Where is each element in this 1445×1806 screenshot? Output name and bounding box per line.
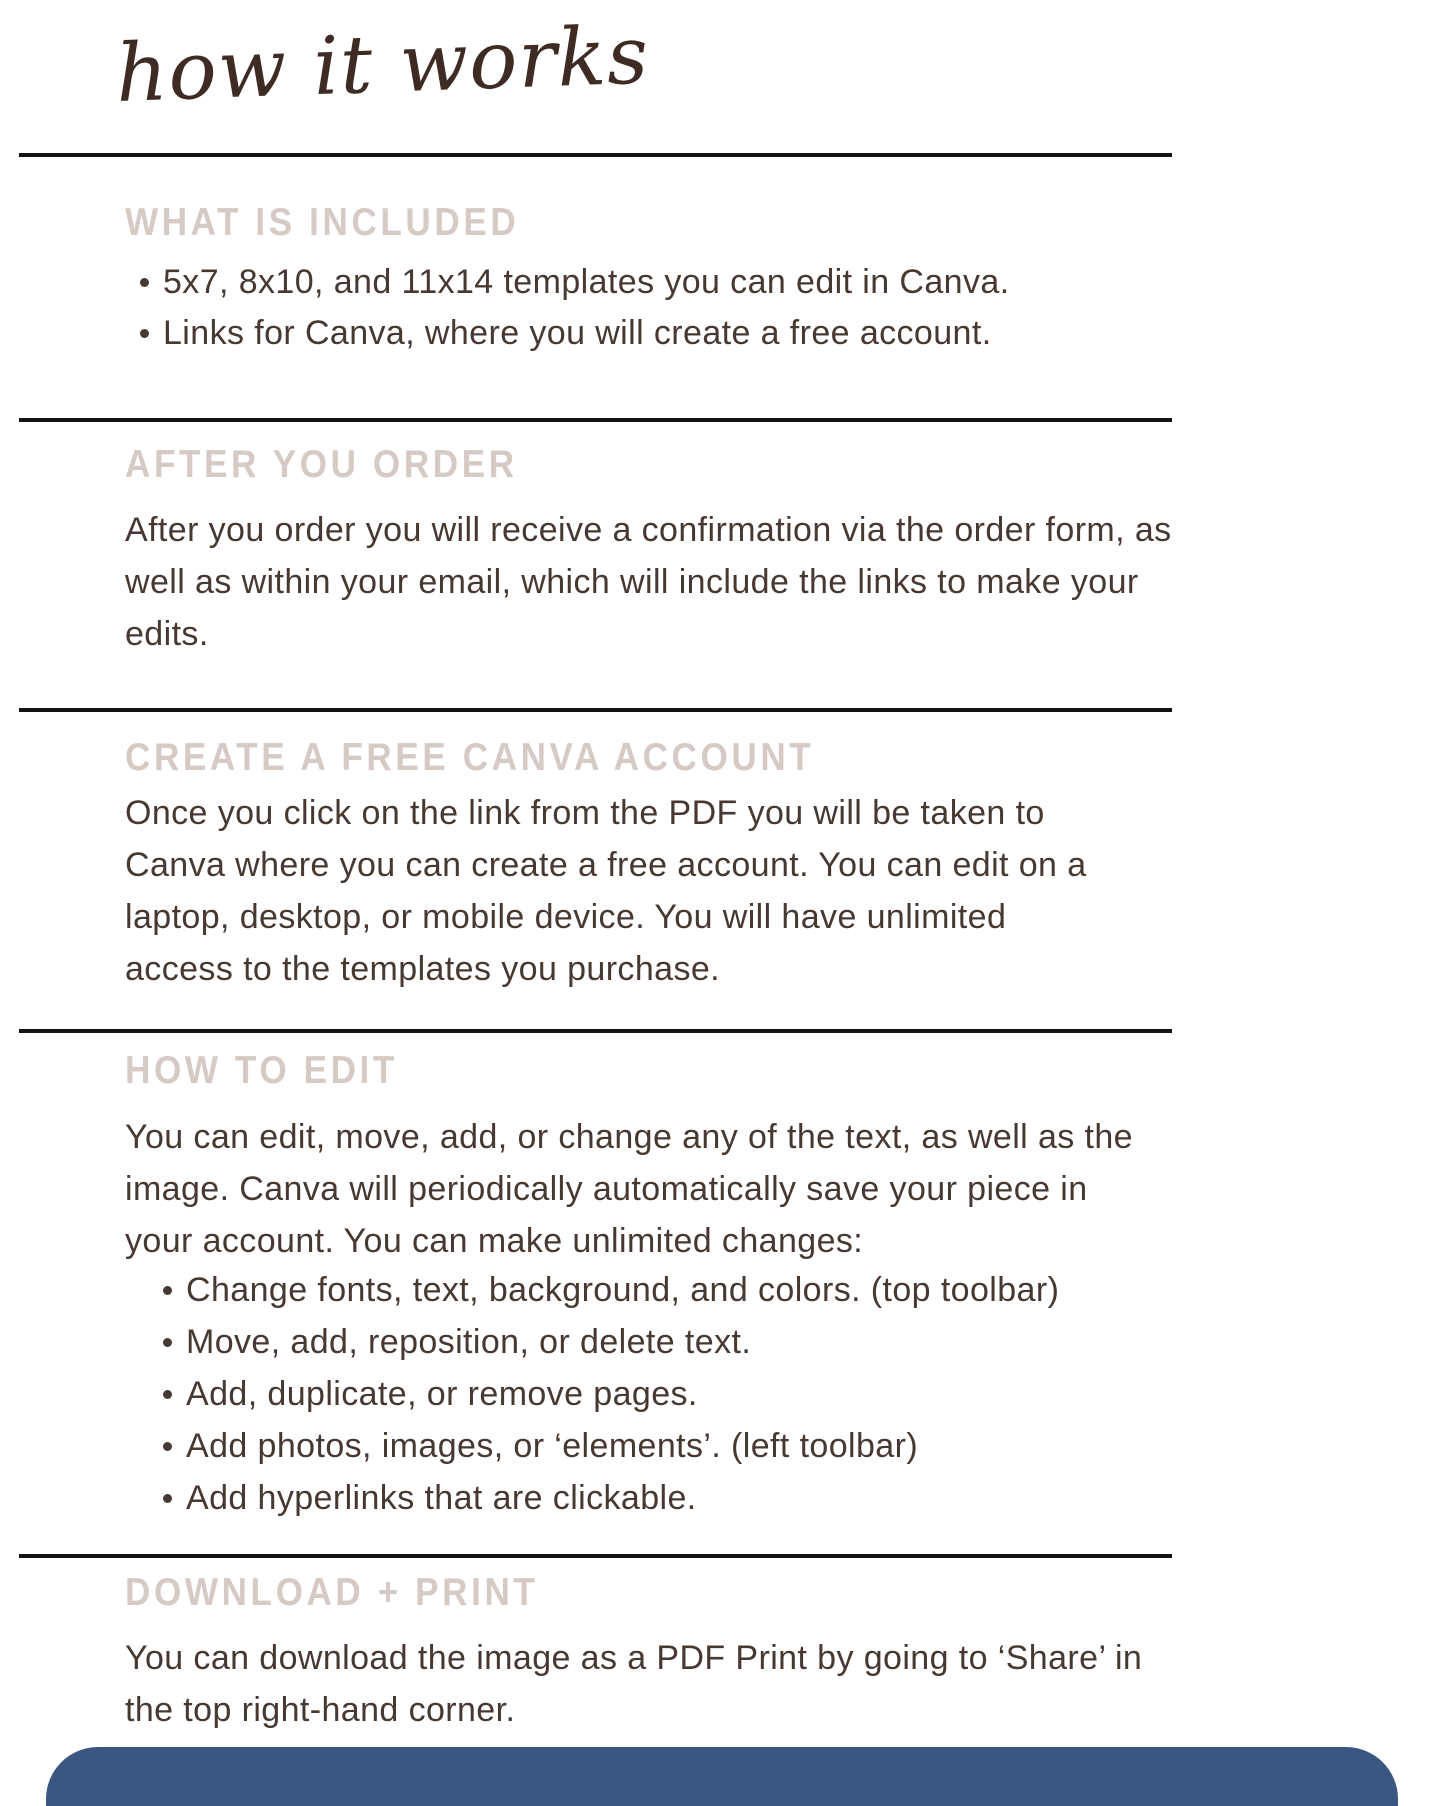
section-divider	[19, 418, 1172, 422]
list-item-text: 5x7, 8x10, and 11x14 templates you can edit in Canva.	[163, 263, 1010, 301]
paragraph-line: Canva where you can create a free account. You can edit on a	[125, 846, 1087, 884]
paragraph-line: After you order you will receive a confirmation via the order form, as	[125, 511, 1172, 549]
paragraph-line: laptop, desktop, or mobile device. You will have unlimited	[125, 898, 1007, 936]
paragraph-line: image. Canva will periodically automatically save your piece in	[125, 1170, 1088, 1208]
page-title: how it works	[114, 8, 651, 120]
section-paragraph	[125, 504, 1172, 660]
bullet-dot-icon	[140, 329, 149, 338]
bullet-list	[163, 1264, 1059, 1524]
list-item-text: Add, duplicate, or remove pages.	[186, 1374, 698, 1413]
section-heading-create-canva-account: CREATE A FREE CANVA ACCOUNT	[125, 736, 815, 779]
paragraph-line: your account. You can make unlimited changes:	[125, 1222, 864, 1260]
bullet-dot-icon	[163, 1494, 172, 1503]
paragraph-line: Once you click on the link from the PDF you will be taken to	[125, 794, 1045, 832]
bullet-list	[140, 257, 1010, 359]
bullet-dot-icon	[163, 1338, 172, 1347]
section-heading-what-is-included: WHAT IS INCLUDED	[125, 201, 520, 244]
paragraph-line: access to the templates you purchase.	[125, 950, 721, 988]
list-item-text: Change fonts, text, background, and colors. (top toolbar)	[186, 1270, 1060, 1309]
list-item	[163, 1420, 1059, 1472]
section-heading-how-to-edit: HOW TO EDIT	[125, 1049, 398, 1092]
bullet-dot-icon	[163, 1442, 172, 1451]
section-heading-download-print: DOWNLOAD + PRINT	[125, 1571, 539, 1614]
section-divider	[19, 708, 1172, 712]
list-item-text: Add hyperlinks that are clickable.	[186, 1478, 697, 1517]
section-paragraph	[125, 787, 1087, 995]
bullet-dot-icon	[140, 278, 149, 287]
bullet-dot-icon	[163, 1390, 172, 1399]
list-item	[140, 257, 1010, 308]
paragraph-line: the top right-hand corner.	[125, 1691, 516, 1729]
section-divider	[19, 1029, 1172, 1033]
list-item	[163, 1316, 1059, 1368]
section-divider	[19, 153, 1172, 157]
section-paragraph	[125, 1632, 1142, 1736]
bullet-dot-icon	[163, 1286, 172, 1295]
section-divider	[19, 1554, 1172, 1558]
list-item-text: Add photos, images, or ‘elements’. (left toolbar)	[186, 1426, 919, 1465]
paragraph-line: well as within your email, which will include the links to make your	[125, 563, 1139, 601]
list-item-text: Links for Canva, where you will create a free account.	[163, 314, 992, 352]
list-item	[140, 308, 1010, 359]
section-paragraph	[125, 1111, 1133, 1267]
list-item	[163, 1264, 1059, 1316]
list-item	[163, 1472, 1059, 1524]
paragraph-line: You can edit, move, add, or change any of the text, as well as the	[125, 1118, 1133, 1156]
paragraph-line: edits.	[125, 615, 209, 653]
list-item	[163, 1368, 1059, 1420]
section-heading-after-you-order: AFTER YOU ORDER	[125, 443, 518, 486]
list-item-text: Move, add, reposition, or delete text.	[186, 1322, 752, 1361]
footer-accent-bar	[46, 1747, 1398, 1806]
paragraph-line: You can download the image as a PDF Print by going to ‘Share’ in	[125, 1639, 1143, 1677]
